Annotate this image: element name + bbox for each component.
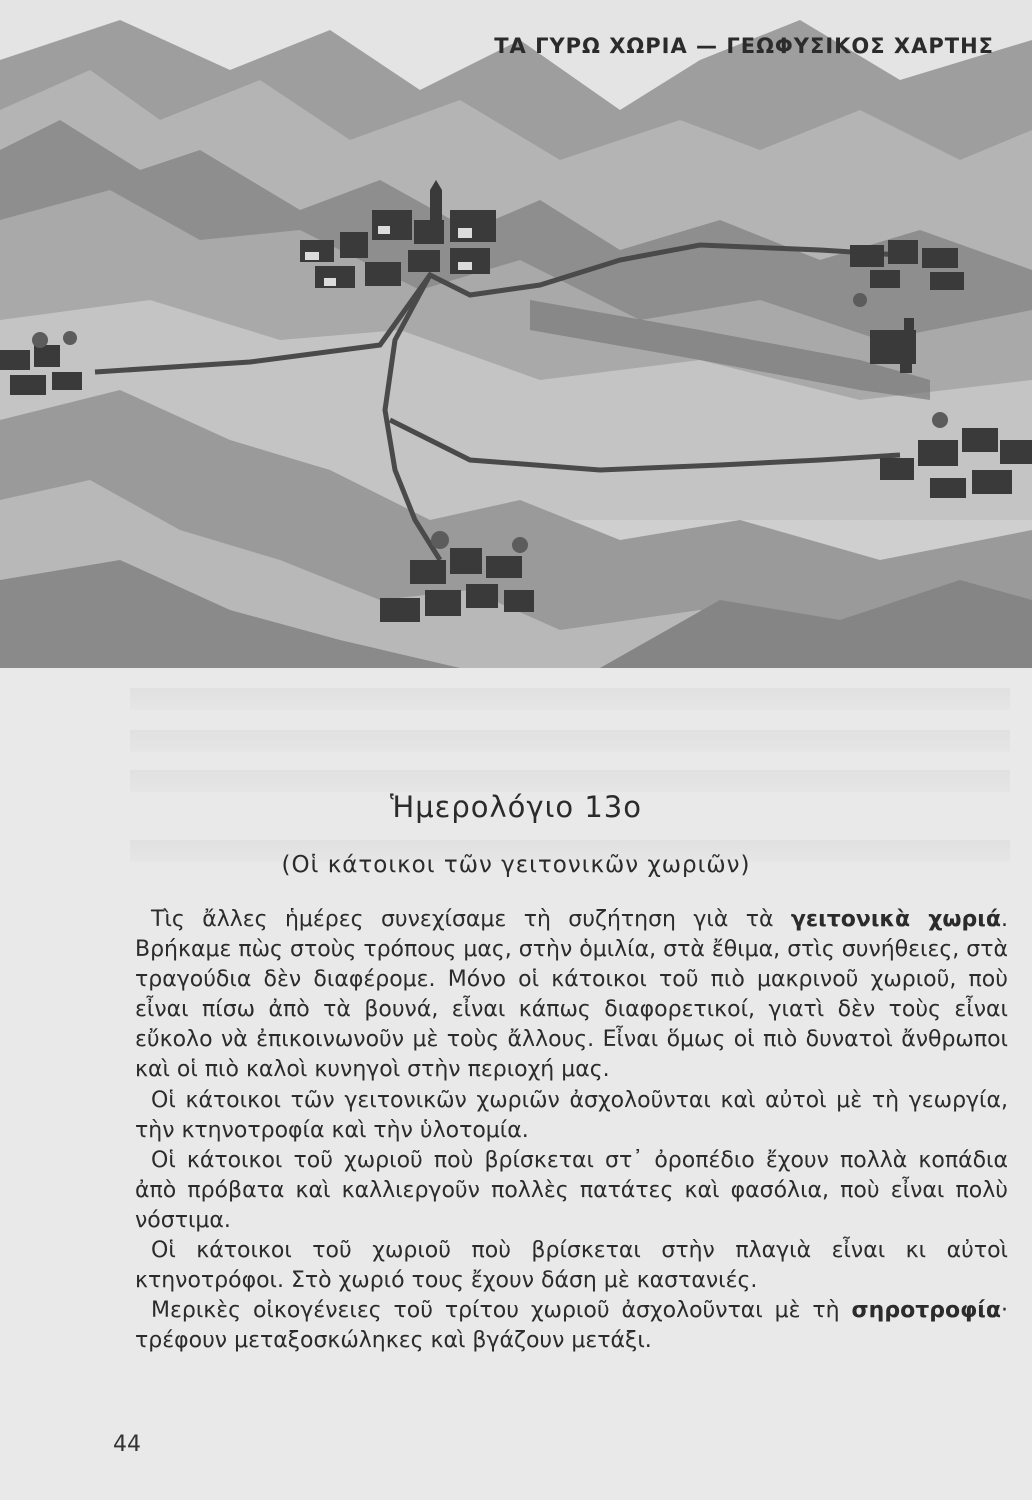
bleed-through-line xyxy=(130,770,1010,792)
villages-map-illustration xyxy=(0,0,1032,668)
diary-title: Ἡμερολόγιο 13ο xyxy=(390,790,642,824)
page-number: 44 xyxy=(113,1432,141,1457)
keyword-bold: γειτονικὰ χωριά xyxy=(790,907,1001,932)
paragraph-text: · τρέφουν μεταξοσκώληκες καὶ βγάζουν μετάξι. xyxy=(135,1298,1008,1354)
keyword-bold: σηροτροφία xyxy=(851,1298,1001,1324)
paragraph-text: . Βρήκαμε πὼς στοὺς τρόπους μας, στὴν ὁμιλία, στὰ ἔθιμα, στὶς συνήθειες, στὰ τραγούδια δὲν διαφέρομε. Μόνο οἱ κάτοικοι τοῦ πιὸ μακρινοῦ χωριοῦ, ποὺ εἶναι πίσω ἀπὸ τὰ βουνά, εἶναι κάπως διαφορετικοί, γιατὶ δὲν τοὺς εἶναι εὔκολο νὰ ἐπικοινωνοῦν μὲ τοὺς ἄλλους. Εἶναι ὅμως οἱ πιὸ δυνατοὶ ἄνθρωποι καὶ οἱ πιὸ καλοὶ κυνηγοὶ στὴν περιοχή μας. xyxy=(135,907,1008,1083)
paragraph-text: Τὶς ἄλλες ἡμέρες συνεχίσαμε τὴ συζήτηση γιὰ τὰ xyxy=(151,907,791,932)
diary-subtitle: (Οἱ κάτοικοι τῶν γειτονικῶν χωριῶν) xyxy=(281,852,751,878)
paragraph xyxy=(135,905,1008,1086)
paragraph-text: Μερικὲς οἰκογένειες τοῦ τρίτου χωριοῦ ἀσχολοῦνται μὲ τὴ xyxy=(151,1298,852,1324)
paragraph xyxy=(135,1086,1008,1146)
paragraph-text: Οἱ κάτοικοι τοῦ χωριοῦ ποὺ βρίσκεται στ᾽ ὀροπέδιο ἔχουν πολλὰ κοπάδια ἀπὸ πρόβατα καὶ καλλιεργοῦν πολλὲς πατάτες καὶ φασόλια, ποὺ εἶναι πολὺ νόστιμα. xyxy=(135,1147,1008,1233)
body-text xyxy=(135,905,1008,1356)
map-title: ΤΑ ΓΥΡΩ ΧΩΡΙΑ — ΓΕΩΦΥΣΙΚΟΣ ΧΑΡΤΗΣ xyxy=(494,34,994,58)
paragraph xyxy=(135,1146,1008,1236)
paragraph-text: Οἱ κάτοικοι τοῦ χωριοῦ ποὺ βρίσκεται στὴν πλαγιὰ εἶναι κι αὐτοὶ κτηνοτρόφοι. Στὸ χωριό τους ἔχουν δάση μὲ καστανιές. xyxy=(135,1238,1008,1294)
bleed-through-line xyxy=(130,730,1010,752)
paragraph-text: Οἱ κάτοικοι τῶν γειτονικῶν χωριῶν ἀσχολοῦνται καὶ αὐτοὶ μὲ τὴ γεωργία, τὴν κτηνοτροφία καὶ τὴν ὑλοτομία. xyxy=(135,1087,1008,1143)
paragraph xyxy=(135,1236,1008,1296)
paragraph xyxy=(135,1296,1008,1356)
bleed-through-line xyxy=(130,688,1010,710)
